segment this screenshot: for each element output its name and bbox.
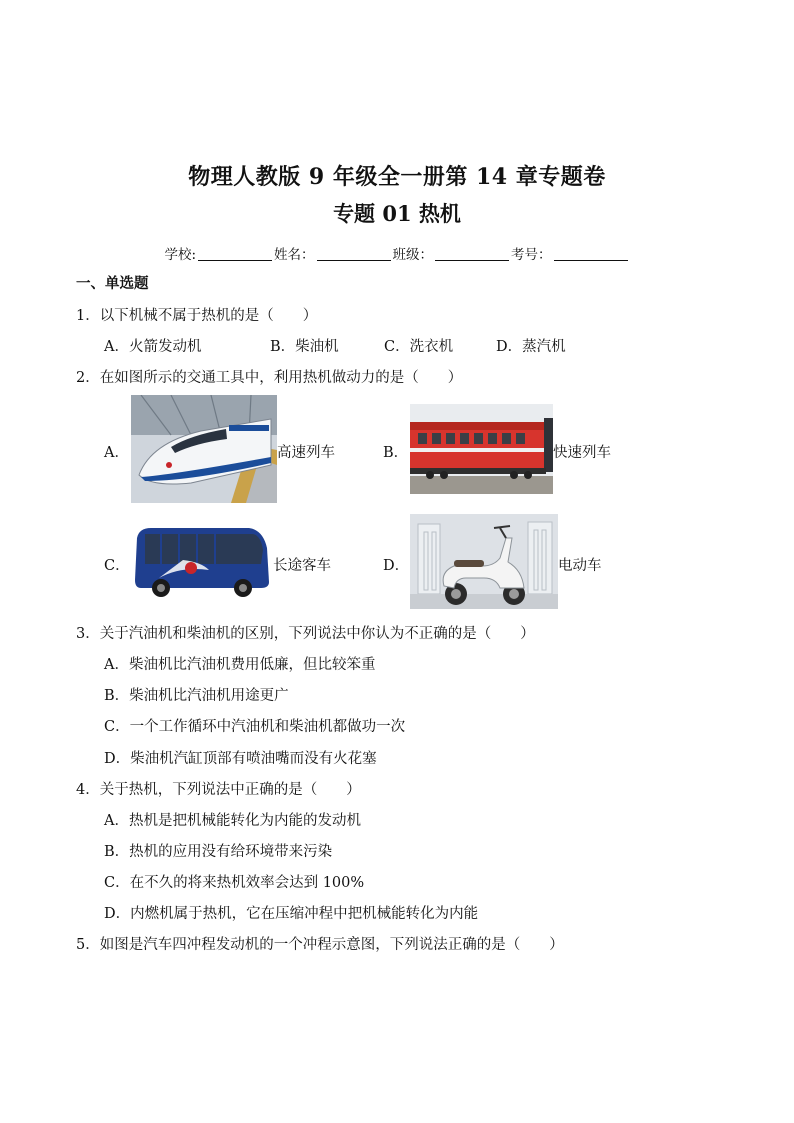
q3-option-b[interactable]: B．柴油机比汽油机用途更广 [104, 688, 289, 704]
page-title: 物理人教版 9 年级全一册第 14 章专题卷 [188, 164, 606, 190]
q2-option-b-caption: 快速列车 [553, 445, 611, 461]
name-blank[interactable] [317, 259, 391, 261]
student-info-line [0, 243, 794, 263]
q3-option-c[interactable]: C．一个工作循环中汽油机和柴油机都做功一次 [104, 719, 406, 735]
question-5-stem: 5．如图是汽车四冲程发动机的一个冲程示意图，下列说法正确的是（ ） [76, 937, 564, 953]
q4-option-d[interactable]: D．内燃机属于热机，它在压缩冲程中把机械能转化为内能 [104, 906, 479, 922]
section-heading: 一、单选题 [76, 275, 149, 292]
question-3-stem: 3．关于汽油机和柴油机的区别，下列说法中你认为不正确的是（ ） [76, 626, 535, 642]
electric-scooter-image [410, 514, 558, 609]
q3-option-a[interactable]: A．柴油机比汽油机费用低廉，但比较笨重 [104, 657, 376, 673]
class-label: 班级： [392, 247, 434, 263]
q4-option-b[interactable]: B．热机的应用没有给环境带来污染 [104, 844, 333, 860]
q3-option-d[interactable]: D．柴油机汽缸顶部有喷油嘴而没有火花塞 [104, 751, 377, 767]
fast-train-image [410, 404, 553, 494]
question-1-stem: 1．以下机械不属于热机的是（ ） [76, 308, 318, 324]
q2-option-c-letter[interactable]: C． [104, 558, 130, 574]
question-4-stem: 4．关于热机，下列说法中正确的是（ ） [76, 782, 361, 798]
q2-option-d-caption: 电动车 [558, 558, 602, 574]
q2-option-a-letter[interactable]: A． [104, 445, 129, 461]
number-blank[interactable] [554, 259, 628, 261]
q2-option-a-caption: 高速列车 [277, 445, 335, 461]
q4-option-a[interactable]: A．热机是把机械能转化为内能的发动机 [104, 813, 361, 829]
school-label: 学校: [164, 247, 197, 263]
class-blank[interactable] [435, 259, 509, 261]
name-label: 姓名： [274, 247, 315, 263]
q4-option-c[interactable]: C．在不久的将来热机效率会达到 100% [104, 875, 365, 891]
page-subtitle: 专题 01 热机 [333, 201, 461, 226]
question-2-stem: 2．在如图所示的交通工具中，利用热机做动力的是（ ） [76, 370, 463, 386]
q1-option-d[interactable]: D．蒸汽机 [496, 339, 566, 355]
q1-option-b[interactable]: B．柴油机 [270, 339, 339, 355]
school-blank[interactable] [198, 259, 272, 261]
number-label: 考号： [511, 247, 552, 263]
q2-option-d-letter[interactable]: D． [383, 558, 410, 574]
coach-bus-image [131, 520, 271, 602]
q2-option-c-caption: 长途客车 [273, 558, 331, 574]
high-speed-train-image [131, 395, 277, 503]
q1-option-a[interactable]: A．火箭发动机 [104, 339, 202, 355]
q1-option-c[interactable]: C．洗衣机 [384, 339, 454, 355]
q2-option-b-letter[interactable]: B． [383, 445, 409, 461]
